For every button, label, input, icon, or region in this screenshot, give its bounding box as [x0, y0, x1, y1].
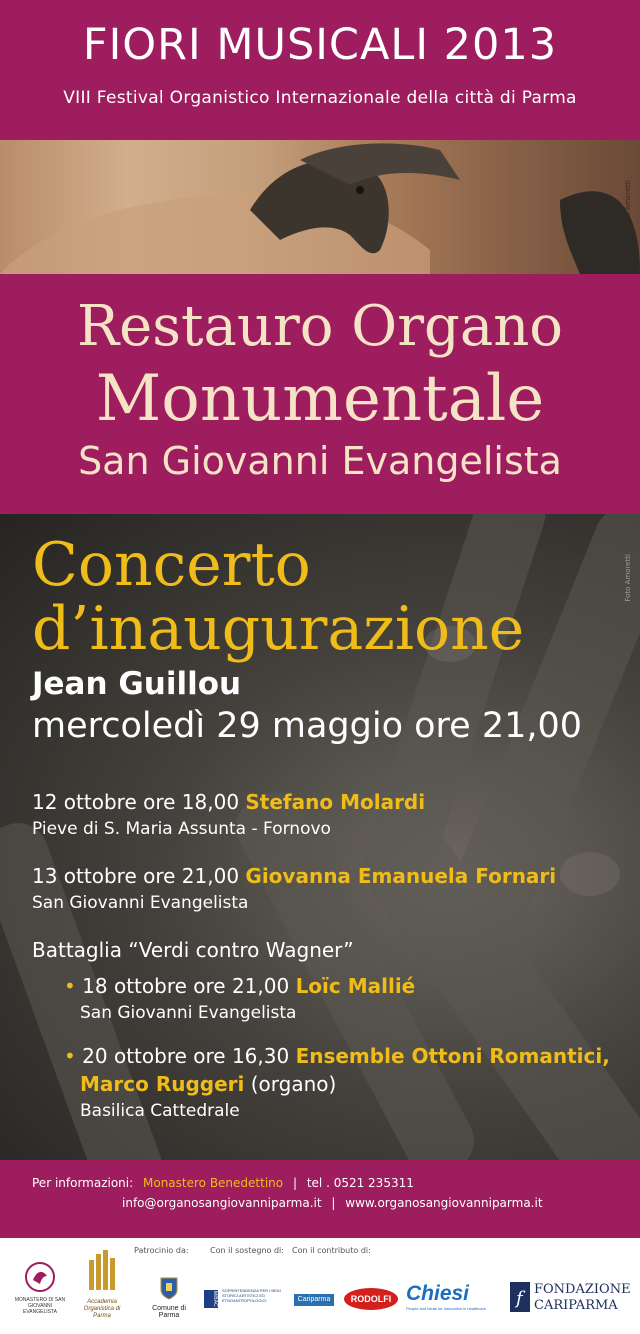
bullet: • — [64, 974, 76, 998]
comune-name: Comune di Parma — [152, 1305, 186, 1319]
academy-logo — [74, 1250, 130, 1320]
info-website[interactable]: www.organosangiovanniparma.it — [345, 1196, 543, 1210]
event-venue: Basilica Cattedrale — [80, 1101, 240, 1121]
inaugural-date: mercoledì 29 maggio ore 21,00 — [32, 706, 583, 746]
cariparma-logo: Cariparma — [294, 1294, 334, 1306]
sponsor-label-patronage: Patrocinio da: — [134, 1246, 189, 1255]
f-monogram-icon — [510, 1282, 530, 1312]
info-line-1 — [32, 1176, 414, 1190]
battle-heading: Battaglia “Verdi contro Wagner” — [32, 938, 354, 962]
rodolfi-logo: RODOLFI — [344, 1288, 398, 1310]
fondazione-line-2: CARIPARMA — [534, 1298, 618, 1313]
info-label: Per informazioni: — [32, 1176, 134, 1190]
separator: | — [331, 1196, 336, 1210]
event-date: 12 ottobre ore 18,00 — [32, 790, 240, 814]
sculpture-image — [0, 140, 640, 274]
soprintendenza-name: SOPRINTENDENZA PER I BENI STORICI ARTISTICI ED ETNOANTROPOLOGICI — [222, 1288, 281, 1303]
event-venue: Pieve di S. Maria Assunta - Fornovo — [32, 819, 331, 839]
image-credit: Foto Amoretti — [624, 554, 632, 602]
inaugural-performer: Jean Guillou — [32, 666, 242, 702]
event-artist-line-2 — [80, 1072, 610, 1096]
sponsor-label-support: Con il sostegno di: — [210, 1246, 284, 1255]
info-phone: tel . 0521 235311 — [306, 1176, 414, 1190]
festival-header — [0, 0, 640, 140]
info-line-2 — [122, 1196, 543, 1210]
fondazione-line-1: FONDAZIONE — [534, 1282, 631, 1297]
inaugural-title-line-1: Concerto — [32, 530, 311, 600]
griffin-sculpture-photo — [0, 140, 640, 274]
restoration-line-2: Monumentale — [95, 362, 545, 436]
event-artist-2: Marco Ruggeri — [80, 1072, 245, 1096]
photo-credit: Foto Amoretti — [624, 180, 632, 228]
event-note: (organo) — [250, 1072, 337, 1096]
event-fornari — [32, 864, 556, 913]
restoration-line-3: San Giovanni Evangelista — [78, 439, 562, 483]
event-molardi — [32, 790, 425, 839]
event-ensemble — [64, 1044, 610, 1121]
bullet: • — [64, 1044, 76, 1068]
program-section — [0, 514, 640, 1160]
event-artist: Stefano Molardi — [245, 790, 426, 814]
organ-pipes-icon — [85, 1250, 119, 1294]
mibac-mark: MiBAC — [204, 1290, 218, 1308]
separator: | — [292, 1176, 297, 1190]
event-artist: Giovanna Emanuela Fornari — [245, 864, 557, 888]
event-mallie — [64, 974, 415, 1023]
mibac-logo — [204, 1286, 284, 1312]
restoration-line-1: Restauro Organo — [77, 294, 563, 359]
event-date: 20 ottobre ore 16,30 — [82, 1044, 290, 1068]
event-venue: San Giovanni Evangelista — [80, 1003, 297, 1023]
event-date: 18 ottobre ore 21,00 — [82, 974, 290, 998]
event-date: 13 ottobre ore 21,00 — [32, 864, 240, 888]
info-email[interactable]: info@organosangiovanniparma.it — [122, 1196, 322, 1210]
monastery-name: MONASTERO DI SAN GIOVANNI EVANGELISTA — [14, 1297, 66, 1315]
coat-of-arms-icon — [159, 1276, 179, 1300]
event-venue: San Giovanni Evangelista — [32, 893, 249, 913]
eagle-icon — [25, 1262, 55, 1292]
info-org: Monastero Benedettino — [143, 1176, 284, 1190]
chiesi-logo — [406, 1282, 498, 1311]
info-footer — [0, 1160, 640, 1238]
chiesi-name: Chiesi — [406, 1282, 470, 1305]
restoration-title-band — [0, 274, 640, 514]
chiesi-tagline: People and ideas for innovation in healthcare — [406, 1306, 487, 1311]
festival-title: FIORI MUSICALI 2013 — [82, 20, 558, 70]
comune-logo — [144, 1276, 194, 1319]
svg-text:f: f — [516, 1288, 523, 1309]
event-artist: Loïc Mallié — [295, 974, 416, 998]
festival-subtitle: VIII Festival Organistico Internazionale della città di Parma — [63, 88, 577, 108]
event-artist: Ensemble Ottoni Romantici, — [295, 1044, 610, 1068]
monastery-logo — [14, 1262, 66, 1315]
sponsor-label-contribution: Con il contributo di: — [292, 1246, 371, 1255]
inaugural-title-line-2: d’inaugurazione — [32, 594, 525, 664]
sponsors-bar — [0, 1238, 640, 1334]
academy-name: Accademia Organistica di Parma — [83, 1299, 121, 1319]
